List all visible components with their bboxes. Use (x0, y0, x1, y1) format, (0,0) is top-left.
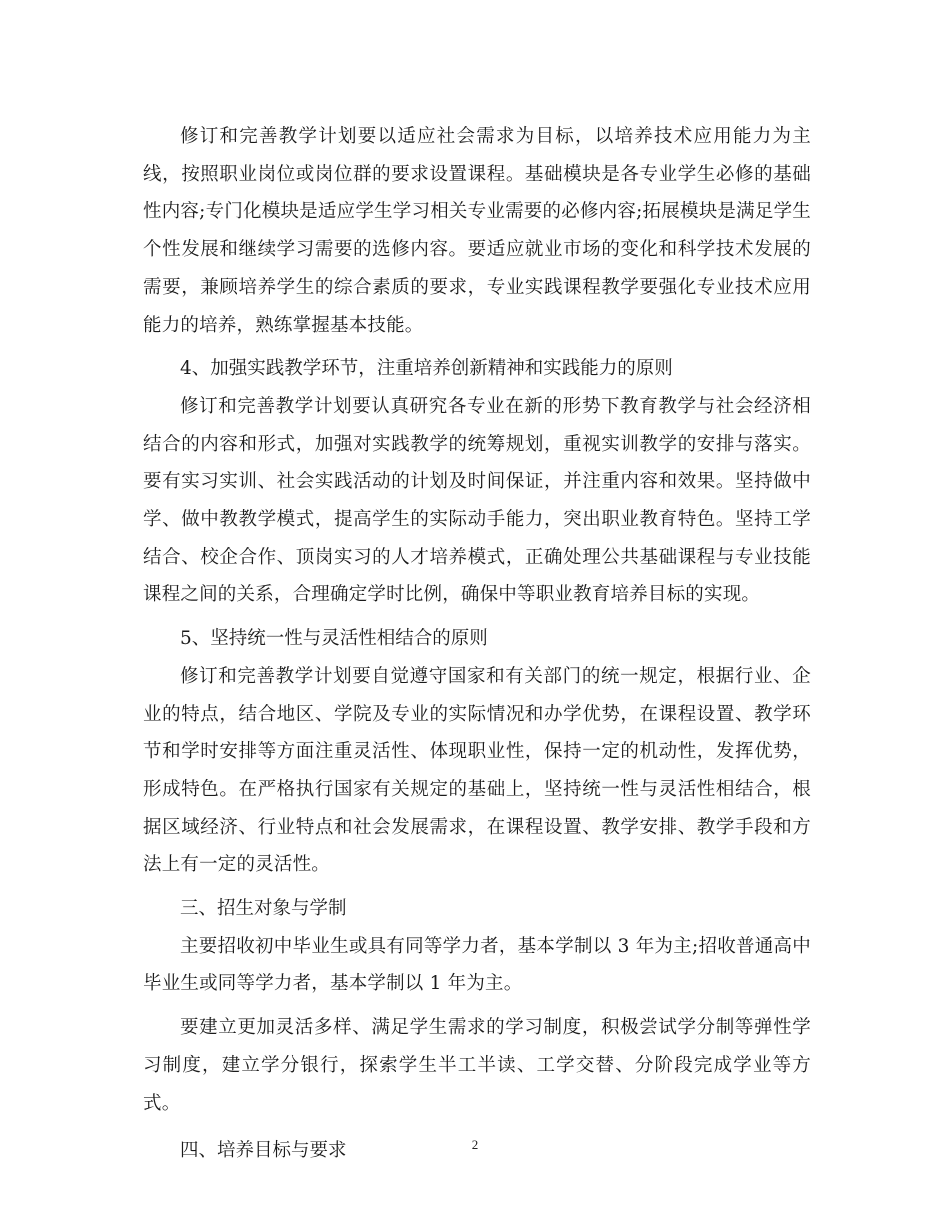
section-heading-practice: 4、加强实践教学环节，注重培养创新精神和实践能力的原则 (180, 358, 673, 380)
paragraph-practice-teaching: 修订和完善教学计划要认真研究各专业在新的形势下教育教学与社会经济相结合的内容和形式，加强对实践教学的统筹规划，重视实训教学的安排与落实。要有实习实训、社会实践活动的计划及时间保证，并注重内容和效果。坚持做中学、做中教教学模式，提高学生的实际动手能力，突出职业教育特色。坚持工学结合、校企合作、顶岗实习的人才培养模式，正确处理公共基础课程与专业技能课程之间的关系，合理确定学时比例，确保中等职业教育培养目标的实现。 (143, 395, 811, 606)
paragraph-curriculum-goals: 修订和完善教学计划要以适应社会需求为目标，以培养技术应用能力为主线，按照职业岗位或岗位群的要求设置课程。基础模块是各专业学生必修的基础性内容;专门化模块是适应学生学习相关专业需要的必修内容;拓展模块是满足学生个性发展和继续学习需要的选修内容。要适应就业市场的变化和科学技术发展的需要，兼顾培养学生的综合素质的要求，专业实践课程教学要强化专业技术应用能力的培养，熟练掌握基本技能。 (143, 126, 811, 336)
section-heading-enrollment: 三、招生对象与学制 (180, 898, 347, 920)
paragraph-enrollment: 主要招收初中毕业生或具有同等学力者，基本学制以 3 年为主;招收普通高中毕业生或同等学力者，基本学制以 1 年为主。 (143, 935, 811, 995)
page-number: 2 (471, 1137, 479, 1152)
paragraph-study-system: 要建立更加灵活多样、满足学生需求的学习制度，积极尝试学分制等弹性学习制度，建立学分银行，探索学生半工半读、工学交替、分阶段完成学业等方式。 (143, 1017, 811, 1114)
section-heading-flexibility: 5、坚持统一性与灵活性相结合的原则 (180, 628, 488, 650)
paragraph-unity-flexibility: 修订和完善教学计划要自觉遵守国家和有关部门的统一规定，根据行业、企业的特点，结合地区、学院及专业的实际情况和办学优势，在课程设置、教学环节和学时安排等方面注重灵活性、体现职业性，保持一定的机动性，发挥优势，形成特色。在严格执行国家有关规定的基础上，坚持统一性与灵活性相结合，根据区域经济、行业特点和社会发展需求，在课程设置、教学安排、教学手段和方法上有一定的灵活性。 (143, 665, 811, 876)
section-heading-objectives: 四、培养目标与要求 (180, 1140, 347, 1162)
document-body (143, 118, 811, 1170)
